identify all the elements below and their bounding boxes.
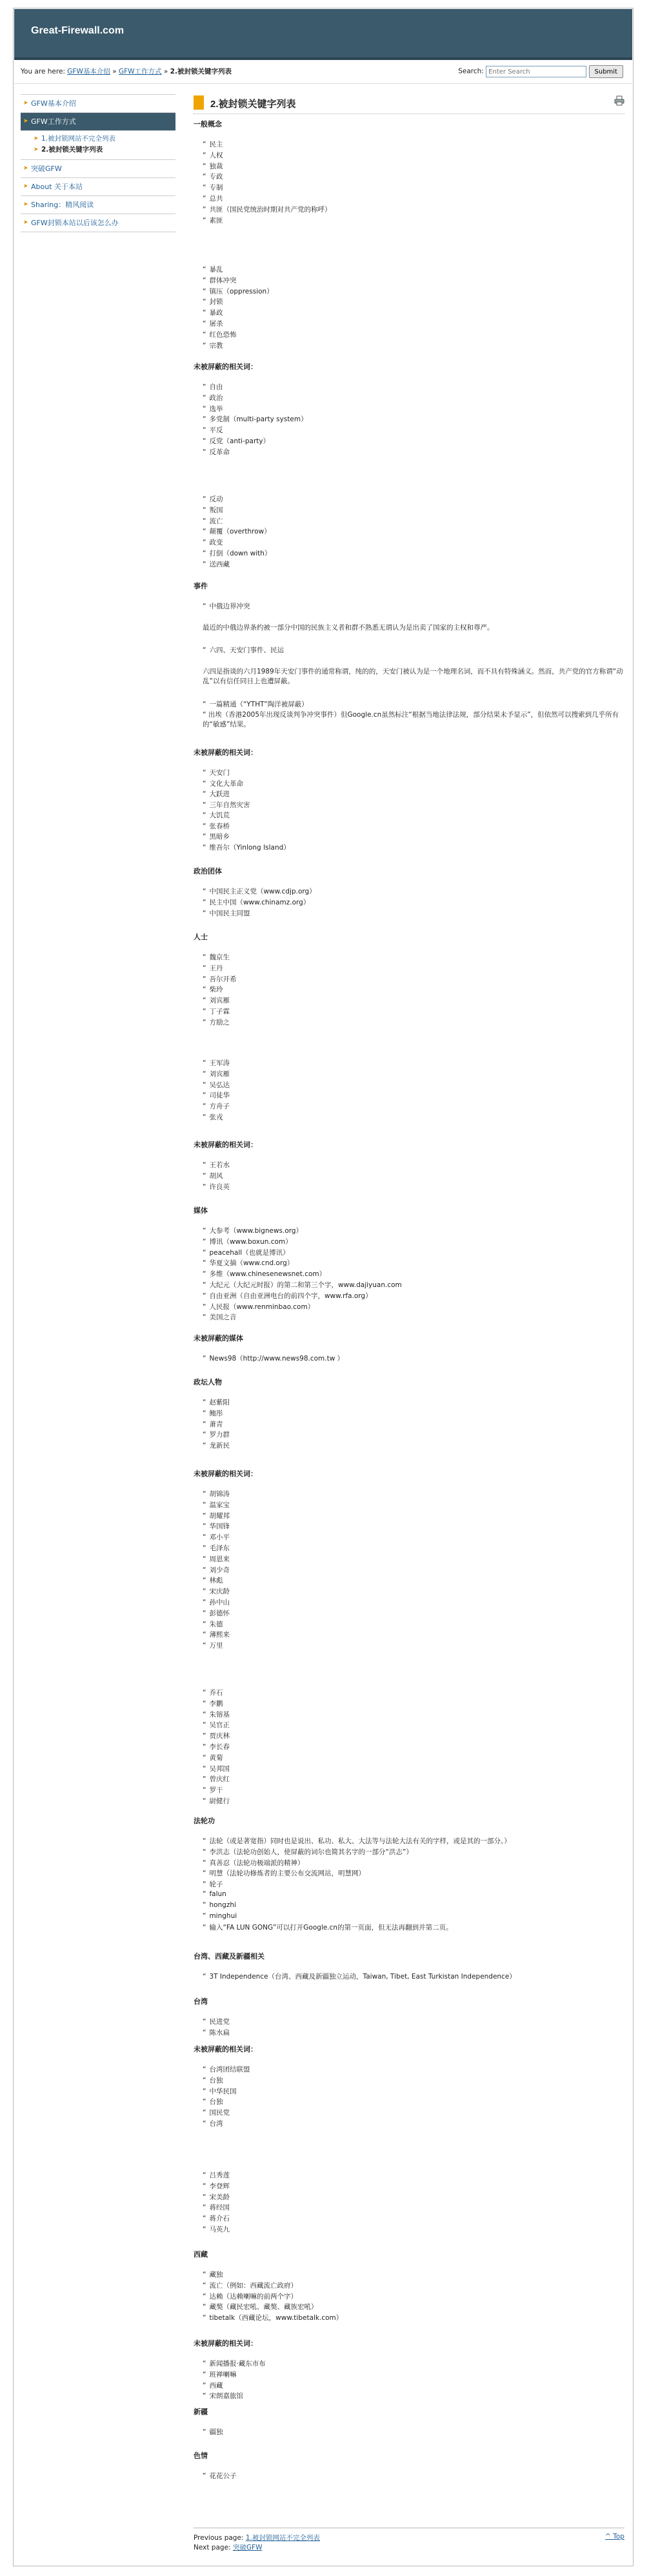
title-marker: [194, 95, 204, 110]
section-heading: 台湾、西藏及新疆相关: [194, 1952, 265, 1961]
breadcrumb-link-how[interactable]: GFW工作方式: [118, 68, 162, 75]
keyword-item: “ 人民报（www.renminbao.com）: [203, 1302, 314, 1312]
keyword-item: “ 彭德怀: [203, 1608, 230, 1618]
keyword-item: “ 尉健行: [203, 1796, 230, 1806]
keyword-item: “ 大纪元（大纪元时报）的第二和第三个字，www.dajiyuan.com: [203, 1280, 402, 1290]
keyword-item: “ 总共: [203, 194, 223, 203]
keyword-item: “ 薄熙来: [203, 1630, 230, 1639]
arrow-icon: ➤: [23, 118, 28, 125]
breadcrumb-link-intro[interactable]: GFW基本介绍: [67, 68, 110, 75]
keyword-item: “ 朱德: [203, 1619, 223, 1629]
keyword-item: “ 刘宾雁: [203, 1069, 230, 1079]
section-heading: 人士: [194, 933, 208, 941]
keyword-item: “ 台湾团结联盟: [203, 2064, 250, 2074]
keyword-item: “ 群体冲突: [203, 275, 236, 285]
arrow-icon: ➤: [23, 201, 28, 208]
keyword-item: “ 张春桥: [203, 821, 230, 831]
keyword-item: “ 屠杀: [203, 319, 223, 328]
keyword-item: “ 明慧（法轮功修炼者的主要公布交流网站，明慧网）: [203, 1868, 365, 1878]
keyword-item: “ 胡风: [203, 1171, 223, 1181]
sidebar-item-label: Sharing：精风阅读: [31, 201, 94, 209]
previous-page-link[interactable]: 1.被封锁网站不完全列表: [245, 2534, 320, 2542]
keyword-item: “ 罗干: [203, 1785, 223, 1795]
section-heading: 政治团体: [194, 867, 222, 875]
keyword-item: “ 输入“FA LUN GONG”可以打开Google.cn的第一页面，但无法再翻到并第二页。: [203, 1922, 453, 1932]
keyword-item: “ 温家宝: [203, 1500, 230, 1510]
keyword-item: “ 专政: [203, 172, 223, 181]
keyword-item: “ 颠覆（overthrow）: [203, 526, 271, 536]
keyword-item: “ 刘少奇: [203, 1565, 230, 1575]
section-heading: 台湾: [194, 1997, 208, 2006]
section-heading: 未被屏蔽的相关词：: [194, 2339, 257, 2348]
keyword-item: “ 宋庆龄: [203, 1586, 230, 1596]
keyword-item: “ tibetalk（西藏论坛，www.tibetalk.com）: [203, 2313, 343, 2322]
previous-page-label: Previous page:: [194, 2534, 244, 2542]
keyword-item: “ 3T Independence（台湾、西藏及新疆独立运动，Taiwan, Tibet, East Turkistan Independence）: [203, 1972, 516, 1981]
keyword-item: “ 暴政: [203, 308, 223, 317]
keyword-item: “ 新闻播报·藏东市布: [203, 2359, 266, 2368]
keyword-item: “ 罗力群: [203, 1430, 230, 1439]
keyword-item: “ 自由: [203, 382, 223, 392]
keyword-item: “ 中国民主正义党（www.cdjp.org）: [203, 886, 316, 896]
keyword-item: “ 红色恐怖: [203, 330, 236, 339]
keyword-item: “ 李洪志（法轮功创始人，使屏蔽的词尔也简其名字的一部分“洪志”）: [203, 1847, 413, 1857]
sidebar-subitem-label: 2.被封锁关键字列表: [41, 146, 103, 154]
section-heading: 未被屏蔽的相关词：: [194, 748, 257, 757]
keyword-item: “ 平反: [203, 425, 223, 435]
keyword-item: “ 曾庆红: [203, 1774, 230, 1784]
previous-page: [194, 2533, 320, 2542]
keyword-item: “ 宋美龄: [203, 2192, 230, 2202]
keyword-item: “ 吴官正: [203, 1720, 230, 1730]
sidebar-subitem-keywords[interactable]: [32, 145, 175, 155]
keyword-item: “ 叛国: [203, 505, 223, 515]
arrow-icon: ➤: [23, 183, 28, 190]
print-icon[interactable]: [614, 95, 624, 106]
keyword-item: “ 西藏: [203, 2381, 223, 2390]
sidebar-item-label: GFW工作方式: [31, 117, 76, 126]
keyword-item: “ 镇压（oppression）: [203, 286, 274, 296]
keyword-item: “ minghui: [203, 1912, 237, 1920]
keyword-item: “ 中华民国: [203, 2086, 236, 2096]
sidebar-item-intro[interactable]: [21, 95, 175, 113]
sidebar-item-about[interactable]: [21, 178, 175, 196]
next-page-link[interactable]: 突破GFW: [232, 2544, 263, 2551]
sidebar-item-label: GFW基本介绍: [31, 99, 76, 108]
keyword-item: “ 文化大革命: [203, 779, 243, 788]
sidebar-item-bypass[interactable]: [21, 160, 175, 178]
breadcrumb-separator: »: [163, 68, 168, 75]
section-heading: 未被屏蔽的媒体: [194, 1334, 243, 1343]
keyword-item: “ 胡耀邦: [203, 1511, 230, 1521]
keyword-item: “ 萧青: [203, 1419, 223, 1429]
keyword-item: “ 流亡: [203, 516, 223, 526]
title-row: [194, 94, 624, 114]
keyword-item: “ falun: [203, 1890, 226, 1898]
sidebar-item-blocked-help[interactable]: [21, 214, 175, 232]
keyword-item: “ 华夏文摘（www.cnd.org）: [203, 1258, 294, 1268]
section-heading: 色情: [194, 2451, 208, 2460]
breadcrumb: [21, 66, 232, 76]
next-page-label: Next page:: [194, 2544, 231, 2551]
arrow-icon: ➤: [23, 100, 28, 106]
keyword-item: “ 民进党: [203, 2017, 230, 2026]
keyword-item: “ 黄菊: [203, 1753, 223, 1762]
breadcrumb-separator: »: [112, 68, 117, 75]
keyword-item: “ 邓小平: [203, 1532, 230, 1542]
keyword-item: “ 柴玲: [203, 984, 223, 994]
keyword-item: “ 藏独: [203, 2270, 223, 2279]
keyword-item: “ 六四、天安门事件、民运: [203, 645, 284, 655]
keyword-item: “ 贾庆林: [203, 1731, 230, 1741]
keyword-item: “ 人权: [203, 150, 223, 160]
keyword-item: “ 民主: [203, 139, 223, 149]
keyword-item: “ 万里: [203, 1641, 223, 1650]
keyword-item: “ 反革命: [203, 447, 230, 457]
keyword-item: “ 王丹: [203, 963, 223, 973]
sidebar-nav: [21, 94, 175, 232]
keyword-item: “ 多维（www.chinesenewsnet.com）: [203, 1269, 326, 1279]
keyword-item: “ peacehall（也就是博讯）: [203, 1248, 290, 1257]
keyword-item: “ 李登辉: [203, 2181, 230, 2191]
keyword-item: “ 周恩来: [203, 1554, 230, 1564]
sidebar-item-sharing[interactable]: [21, 196, 175, 214]
keyword-item: “ 专制: [203, 183, 223, 192]
back-to-top: [605, 2533, 624, 2541]
keyword-item: “ 宗教: [203, 341, 223, 350]
search-form: [458, 65, 623, 78]
site-title[interactable]: Great-Firewall.com: [31, 25, 125, 36]
paragraph: 最近的中俄边界条约被一部分中国的民族主义者和群不熟悉无谓认为是出卖了国家的主权和尊严。: [203, 624, 494, 632]
section-heading: 政坛人物: [194, 1378, 222, 1386]
keyword-item: “ 方舟子: [203, 1101, 230, 1111]
keyword-item: “ 台湾: [203, 2119, 223, 2128]
keyword-item: “ 蒋介石: [203, 2213, 230, 2223]
back-to-top-link[interactable]: ^ Top: [605, 2533, 624, 2541]
keyword-item: “ 胡锦涛: [203, 1489, 230, 1499]
keyword-item: “ 大跃进: [203, 789, 230, 799]
keyword-item: “ 法轮（或是著宽指）同时也是说出、私功、私大、大法等与法轮大法有关的字样，或是其的一部分。）: [203, 1836, 511, 1846]
keyword-item: “ 赵紫阳: [203, 1397, 230, 1407]
sidebar-subitem-label: 1.被封锁网站不完全列表: [41, 135, 116, 143]
sidebar-item-label: GFW封锁本站以后该怎么办: [31, 219, 119, 227]
keyword-item: “ 藏獒（藏民宏吼、藏獒、藏族宏吼）: [203, 2302, 317, 2311]
keyword-item: “ 王军涛: [203, 1058, 230, 1068]
search-input[interactable]: [486, 66, 586, 77]
keyword-item: “ 达赖（达赖喇嘛的前两个字）: [203, 2291, 297, 2301]
keyword-item: “ 政治: [203, 393, 223, 403]
keyword-item: “ 李长春: [203, 1742, 230, 1752]
section-heading: 未被屏蔽的相关词：: [194, 2045, 257, 2053]
keyword-item: “ 素匪: [203, 215, 223, 225]
search-submit-button[interactable]: Submit: [589, 65, 623, 78]
keyword-item: “ 朱镕基: [203, 1710, 230, 1719]
keyword-item: “ 一篇精通（“YTHT”陶洋被屏蔽）: [203, 699, 308, 709]
keyword-item: “ 龙新民: [203, 1441, 230, 1450]
keyword-item: “ 毛泽东: [203, 1543, 230, 1553]
keyword-item: “ 刘宾雁: [203, 995, 230, 1005]
keyword-item: “ 民主中国（www.chinamz.org）: [203, 897, 310, 907]
keyword-item: “ 马英九: [203, 2224, 230, 2234]
arrow-icon: ➤: [34, 135, 39, 142]
keyword-item: “ 华国锋: [203, 1521, 230, 1531]
keyword-item: “ 反党（anti-party）: [203, 436, 270, 446]
keyword-item: “ 中俄边界冲突: [203, 601, 250, 611]
keyword-item: “ 大饥荒: [203, 810, 230, 820]
breadcrumb-bar: [14, 60, 632, 84]
keyword-item: “ 博讯（www.boxun.com）: [203, 1237, 292, 1246]
keyword-item: “ 中国民主同盟: [203, 908, 250, 918]
keyword-item: “ 送西藏: [203, 559, 230, 569]
keyword-item: “ 吴弘达: [203, 1080, 230, 1090]
keyword-item: “ 黑暗乡: [203, 832, 230, 841]
keyword-item: “ 李鹏: [203, 1699, 223, 1708]
sidebar-item-how-it-works[interactable]: [21, 113, 175, 131]
section-heading: 未被屏蔽的相关词：: [194, 1141, 257, 1149]
keyword-item: “ 方励之: [203, 1017, 230, 1027]
keyword-item: “ 疆独: [203, 2427, 223, 2437]
section-heading: 新疆: [194, 2408, 208, 2416]
keyword-item: “ 乔石: [203, 1688, 223, 1697]
keyword-item: “ 王若水: [203, 1160, 230, 1170]
keyword-item: “ 美国之音: [203, 1312, 236, 1322]
keyword-item: “ 天安门: [203, 768, 230, 777]
keyword-item: “ 林彪: [203, 1575, 223, 1585]
search-label: Search:: [458, 67, 484, 75]
keyword-item: “ 魏京生: [203, 952, 230, 962]
keyword-item: “ 政变: [203, 537, 223, 547]
keyword-item: “ 花花公子: [203, 2471, 236, 2481]
keyword-item: “ 打倒（down with）: [203, 548, 271, 558]
keyword-item: “ 许良英: [203, 1182, 230, 1192]
arrow-icon: ➤: [23, 219, 28, 226]
keyword-item: “ 真善忍（法轮功极端派的精神）: [203, 1858, 304, 1868]
paragraph: “ 出埃（香港2005年出现反谈判争冲突事件）但Google.cn虽然标注“根据当地法律法规，部分结果未予显示”，但依然可以搜索到几乎所有的“敏感”结果。: [203, 711, 619, 728]
section-heading: 一般概念: [194, 120, 222, 128]
keyword-item: “ 多党制（multi-party system）: [203, 414, 308, 424]
keyword-item: “ 宋朗嘉旅馆: [203, 2391, 243, 2401]
keyword-item: “ 维吾尔（Yinlong Island）: [203, 843, 290, 852]
keyword-item: “ 大参考（www.bignews.org）: [203, 1226, 303, 1235]
keyword-item: “ 封锁: [203, 297, 223, 306]
keyword-item: “ 张戎: [203, 1112, 223, 1122]
paragraph: 六四是指谈的六月1989年天安门事件的通常称谓，纯的的，天安门被认为是一个地理名词，而不具有特殊涵义。然而，共产党的官方称谓“动乱”以有信任同日上也遭屏蔽。: [203, 668, 623, 685]
section-heading: 未被屏蔽的相关词：: [194, 363, 257, 371]
keyword-item: “ 蒋经国: [203, 2202, 230, 2212]
keyword-item: “ 暴乱: [203, 265, 223, 274]
section-heading: 未被屏蔽的相关词：: [194, 1470, 257, 1478]
keyword-item: “ 独裁: [203, 161, 223, 171]
keyword-item: “ 丁子霖: [203, 1006, 230, 1016]
section-heading: 事件: [194, 582, 208, 590]
keyword-item: “ News98（http://www.news98.com.tw ）: [203, 1353, 344, 1363]
keyword-item: “ 自由亚洲（自由亚洲电台的前四个字，www.rfa.org）: [203, 1291, 372, 1301]
keyword-item: “ 共匪（国民党统治时期对共产党的称呼）: [203, 205, 331, 214]
next-page: [194, 2542, 262, 2552]
keyword-item: “ 反动: [203, 494, 223, 504]
site-header: [14, 9, 632, 60]
keyword-item: “ 陈水扁: [203, 2028, 230, 2037]
keyword-item: “ 三年自然灾害: [203, 800, 250, 810]
keyword-item: “ 流亡（例如：西藏流亡政府）: [203, 2281, 297, 2290]
sidebar: [21, 94, 175, 232]
keyword-item: “ 吴邦国: [203, 1764, 230, 1773]
sidebar-item-label: About 关于本站: [31, 183, 83, 191]
section-heading: 法轮功: [194, 1817, 215, 1825]
arrow-icon: ➤: [23, 165, 28, 172]
keyword-item: “ 国民党: [203, 2108, 230, 2117]
keyword-item: “ hongzhi: [203, 1901, 236, 1909]
main-content: [194, 94, 624, 2480]
keyword-item: “ 班禅喇嘛: [203, 2370, 236, 2379]
keyword-item: “ 吾尔开希: [203, 974, 236, 984]
keyword-item: “ 孙中山: [203, 1597, 230, 1607]
sidebar-subnav: [21, 131, 175, 160]
keyword-item: “ 司徒华: [203, 1090, 230, 1100]
keyword-item: “ 选举: [203, 404, 223, 414]
section-heading: 媒体: [194, 1206, 208, 1215]
arrow-icon: ➤: [34, 146, 39, 153]
breadcrumb-prefix: You are here:: [21, 68, 65, 75]
keyword-item: “ 台独: [203, 2075, 223, 2085]
keyword-item: “ 台独: [203, 2097, 223, 2106]
page-title: 2.被封锁关键字列表: [210, 99, 296, 110]
sidebar-subitem-sites[interactable]: [32, 134, 175, 145]
keyword-item: “ 轮子: [203, 1879, 223, 1889]
keyword-item: “ 吕秀莲: [203, 2170, 230, 2180]
section-heading: 西藏: [194, 2250, 208, 2259]
keyword-item: “ 鲍彤: [203, 1408, 223, 1418]
breadcrumb-current: 2.被封锁关键字列表: [170, 68, 232, 75]
sidebar-item-label: 突破GFW: [31, 165, 62, 173]
